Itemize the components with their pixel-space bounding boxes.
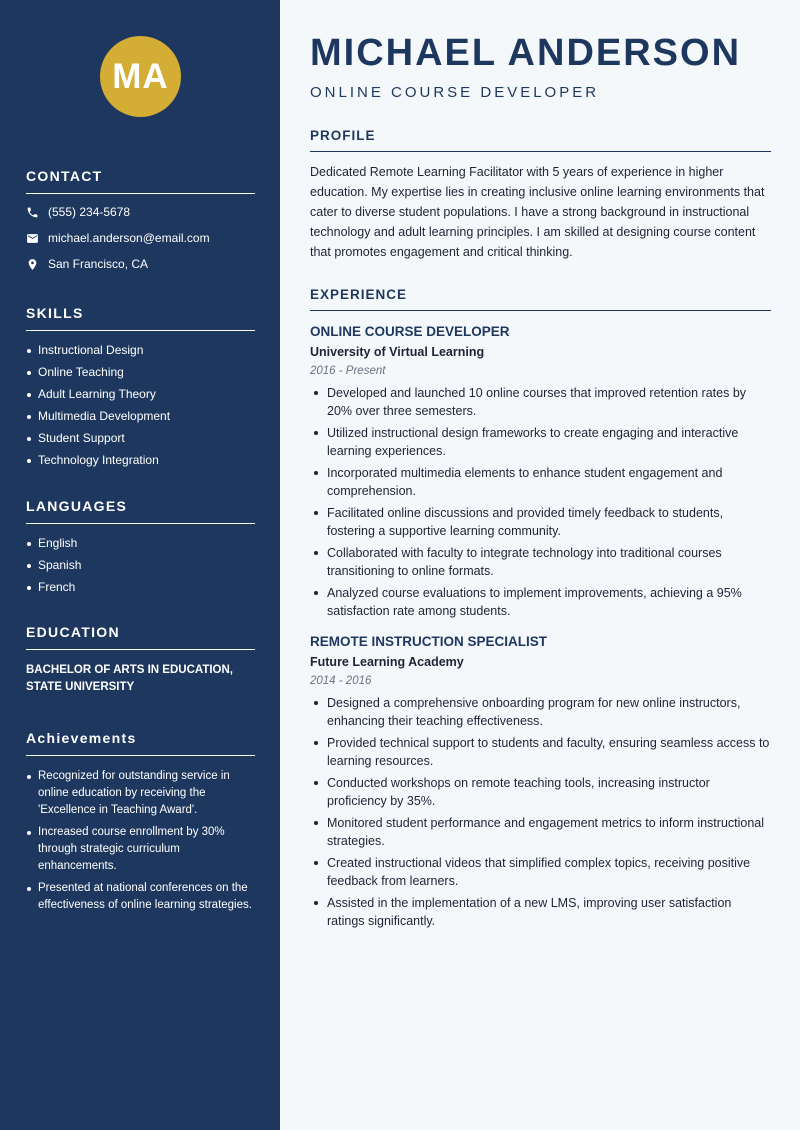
profile-section [310,128,771,262]
contact-email [26,225,255,251]
profile-text: Dedicated Remote Learning Facilitator with 5 years of experience in higher education. My expertise lies in creating inclusive online learning environments that cater to diverse student populations. I have a strong background in instructional technology and adult learning principles. I am skilled at designing course content that promotes engagement and critical thinking. [310,165,765,259]
contact-heading: CONTACT [26,168,255,194]
skill-item: Instructional Design [26,339,255,361]
skills-heading: SKILLS [26,305,255,331]
job-bullet: Utilized instructional design frameworks to create engaging and interactive learning experiences. [310,424,771,460]
skills-list [26,339,255,471]
phone-icon [26,206,39,219]
achievements-list [26,768,255,914]
job-dates: 2014 - 2016 [310,675,372,687]
skill-item: Adult Learning Theory [26,383,255,405]
job-bullet: Monitored student performance and engagement metrics to inform instructional strategies. [310,814,771,850]
contact-section [26,168,255,277]
job-entry [310,324,771,620]
avatar: MA [100,36,181,117]
job-dates: 2016 - Present [310,365,386,377]
job-bullets [310,694,771,930]
job-company: Future Learning Academy [310,655,464,669]
job-bullet: Developed and launched 10 online courses that improved retention rates by 20% over three semesters. [310,384,771,420]
experience-heading: EXPERIENCE [310,287,771,311]
job-title: ONLINE COURSE DEVELOPER [310,324,510,339]
contact-phone [26,199,255,225]
job-bullet: Collaborated with faculty to integrate technology into traditional courses transitioning to online formats. [310,544,771,580]
sidebar [0,0,280,1130]
job-bullet: Provided technical support to students and faculty, ensuring seamless access to learning resources. [310,734,771,770]
location-pin-icon [26,258,39,271]
email-text[interactable]: michael.anderson@email.com [48,231,210,245]
education-heading: EDUCATION [26,624,255,650]
achievements-heading: Achievements [26,730,255,756]
language-item: English [26,532,255,554]
achievement-item: Recognized for outstanding service in online education by receiving the 'Excellence in Teaching Award'. [26,768,255,819]
job-bullet: Facilitated online discussions and provided timely feedback to students, fostering a supportive learning community. [310,504,771,540]
skill-item: Student Support [26,427,255,449]
contact-location [26,251,255,277]
job-bullet: Conducted workshops on remote teaching tools, increasing instructor proficiency by 35%. [310,774,771,810]
job-bullet: Created instructional videos that simplified complex topics, receiving positive feedback from learners. [310,854,771,890]
language-item: French [26,576,255,598]
skill-item: Online Teaching [26,361,255,383]
job-bullet: Assisted in the implementation of a new LMS, improving user satisfaction ratings significantly. [310,894,771,930]
experience-section [310,287,771,934]
job-entry [310,634,771,930]
job-company: University of Virtual Learning [310,345,485,359]
job-bullet: Designed a comprehensive onboarding program for new online instructors, enhancing their teaching effectiveness. [310,694,771,730]
email-icon [26,232,39,245]
job-bullet: Analyzed course evaluations to implement improvements, achieving a 95% satisfaction rate among students. [310,584,771,620]
languages-section [26,498,255,598]
phone-text[interactable]: (555) 234-5678 [48,205,131,219]
education-section [26,624,255,696]
achievement-item: Increased course enrollment by 30% through strategic curriculum enhancements. [26,824,255,875]
achievements-section [26,730,255,919]
languages-heading: LANGUAGES [26,498,255,524]
skill-item: Technology Integration [26,449,255,471]
candidate-name: MICHAEL ANDERSON [310,32,742,74]
achievement-item: Presented at national conferences on the effectiveness of online learning strategies. [26,880,255,914]
job-bullets [310,384,771,620]
skills-section [26,305,255,471]
languages-list [26,532,255,598]
location-text: San Francisco, CA [48,257,149,271]
education-degree: BACHELOR OF ARTS IN EDUCATION, STATE UNIVERSITY [26,664,233,693]
profile-heading: PROFILE [310,128,771,152]
candidate-role: ONLINE COURSE DEVELOPER [310,84,600,101]
job-title: REMOTE INSTRUCTION SPECIALIST [310,634,548,649]
language-item: Spanish [26,554,255,576]
job-bullet: Incorporated multimedia elements to enhance student engagement and comprehension. [310,464,771,500]
skill-item: Multimedia Development [26,405,255,427]
